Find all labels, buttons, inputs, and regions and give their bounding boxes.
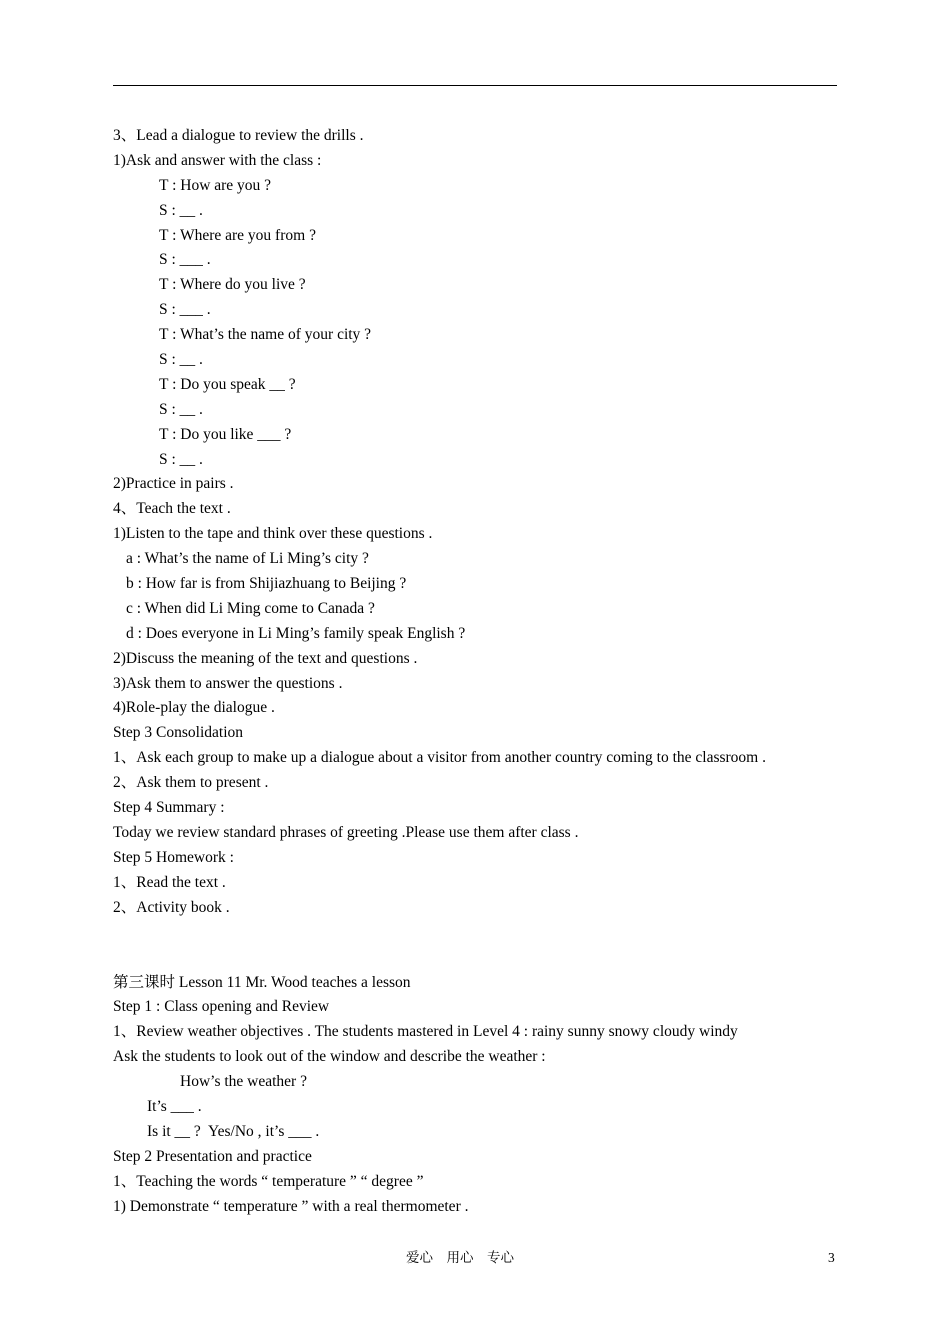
text-line: 2)Practice in pairs . [113,475,234,493]
text-line: Step 2 Presentation and practice [113,1147,312,1165]
text-line: c : When did Li Ming come to Canada ? [126,599,375,617]
text-line: 1、Review weather objectives . The students mastered in Level 4 : rainy sunny snowy cloudy windy [113,1023,738,1041]
text-line: Today we review standard phrases of greeting .Please use them after class . [113,823,579,841]
text-line: Step 3 Consolidation [113,724,244,742]
text-line: 4、Teach the text . [113,500,231,518]
text-line: S : ___ . [159,251,211,269]
text-line: 1、Ask each group to make up a dialogue about a visitor from another country coming to the classroom . [113,749,766,767]
text-line: 2、Activity book . [113,898,230,916]
text-line: Step 4 Summary : [113,799,225,817]
text-line: Ask the students to look out of the window and describe the weather : [113,1048,546,1066]
text-line: 1、Read the text . [113,873,226,891]
text-line: S : __ . [159,450,203,468]
footer-motto: 爱心 用心 专心 [406,1250,514,1265]
text-line: d : Does everyone in Li Ming’s family speak English ? [126,624,466,642]
text-line: S : ___ . [159,301,211,319]
text-line: It’s ___ . [147,1097,202,1115]
text-line: b : How far is from Shijiazhuang to Beijing ? [126,575,407,593]
text-line: How’s the weather ? [180,1073,307,1091]
header-rule [113,85,837,86]
text-line: S : __ . [159,400,203,418]
text-line: Step 5 Homework : [113,848,234,866]
page-number: 3 [828,1250,835,1265]
text-line: T : Where do you live ? [159,276,306,294]
text-line: 1)Ask and answer with the class : [113,151,322,169]
section-gap [113,921,837,971]
text-line: Is it __ ? Yes/No , it’s ___ . [147,1122,320,1140]
text-line: 第三课时 Lesson 11 Mr. Wood teaches a lesson [113,973,411,991]
text-line: 2)Discuss the meaning of the text and questions . [113,649,418,667]
text-line: S : __ . [159,201,203,219]
text-line: T : Do you like ___ ? [159,425,292,443]
text-line: S : __ . [159,351,203,369]
text-line: 1、Teaching the words “ temperature ” “ degree ” [113,1172,424,1190]
text-line: 1) Demonstrate “ temperature ” with a real thermometer . [113,1197,469,1215]
text-line: 3、Lead a dialogue to review the drills . [113,127,364,144]
text-line: a : What’s the name of Li Ming’s city ? [126,550,369,568]
page-footer [0,1248,950,1268]
text-line: 4)Role-play the dialogue . [113,699,275,717]
lesson-plan-part-1 [113,124,837,921]
text-line: T : What’s the name of your city ? [159,326,372,344]
text-line: T : How are you ? [159,176,272,194]
text-line: 3)Ask them to answer the questions . [113,674,343,692]
text-line: T : Do you speak __ ? [159,375,296,393]
text-line: 1)Listen to the tape and think over these questions . [113,525,433,543]
text-line: 2、Ask them to present . [113,774,269,792]
lesson-plan-part-2 [113,971,837,1220]
text-line: T : Where are you from ? [159,226,316,244]
document-body [113,124,837,1219]
text-line: Step 1 : Class opening and Review [113,998,330,1016]
